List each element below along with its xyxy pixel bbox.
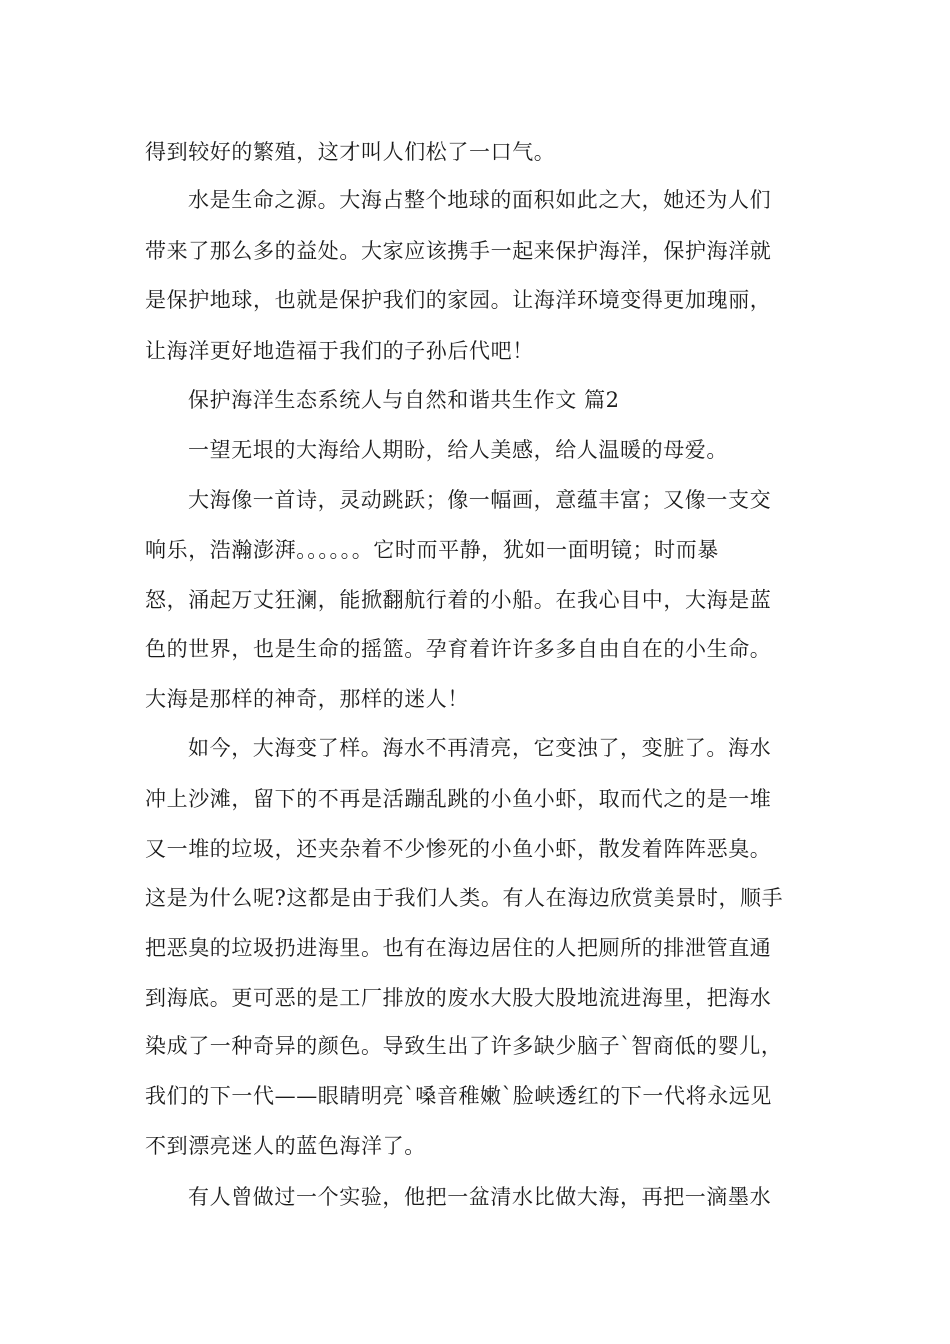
text-line: 我们的下一代——眼睛明亮`嗓音稚嫩`脸峡透红的下一代将永远见 <box>145 1084 772 1108</box>
text-line: 有人曾做过一个实验，他把一盆清水比做大海，再把一滴墨水 <box>188 1185 772 1209</box>
text-line: 大海像一首诗，灵动跳跃；像一幅画，意蕴丰富；又像一支交 <box>188 488 772 512</box>
text-line: 大海是那样的神奇，那样的迷人！ <box>145 687 469 711</box>
text-line: 色的世界，也是生命的摇篮。孕育着许许多多自由自在的小生命。 <box>145 637 772 661</box>
text-line: 如今，大海变了样。海水不再清亮，它变浊了，变脏了。海水 <box>188 736 772 760</box>
text-line: 冲上沙滩，留下的不再是活蹦乱跳的小鱼小虾，取而代之的是一堆 <box>145 787 772 811</box>
section-heading: 保护海洋生态系统人与自然和谐共生作文 篇2 <box>188 388 620 412</box>
text-line: 是保护地球，也就是保护我们的家园。让海洋环境变得更加瑰丽， <box>145 288 772 312</box>
text-line: 怒，涌起万丈狂澜，能掀翻航行着的小船。在我心目中，大海是蓝 <box>145 588 772 612</box>
text-line: 让海洋更好地造福于我们的子孙后代吧！ <box>145 339 534 363</box>
text-line: 不到漂亮迷人的蓝色海洋了。 <box>145 1134 426 1158</box>
text-line: 一望无垠的大海给人期盼，给人美感，给人温暖的母爱。 <box>188 438 728 462</box>
text-line: 染成了一种奇异的颜色。导致生出了许多缺少脑子`智商低的婴儿， <box>145 1034 783 1058</box>
text-line: 到海底。更可恶的是工厂排放的废水大股大股地流进海里，把海水 <box>145 986 772 1010</box>
text-line: 这是为什么呢?这都是由于我们人类。有人在海边欣赏美景时，顺手 <box>145 886 784 910</box>
text-line: 得到较好的繁殖，这才叫人们松了一口气。 <box>145 140 556 164</box>
text-line: 又一堆的垃圾，还夹杂着不少惨死的小鱼小虾，散发着阵阵恶臭。 <box>145 837 772 861</box>
text-line: 响乐，浩瀚澎湃。。。。。。它时而平静，犹如一面明镜；时而暴 <box>145 538 719 562</box>
text-line: 带来了那么多的益处。大家应该携手一起来保护海洋，保护海洋就 <box>145 239 772 263</box>
text-line: 水是生命之源。大海占整个地球的面积如此之大，她还为人们 <box>188 188 772 212</box>
text-line: 把恶臭的垃圾扔进海里。也有在海边居住的人把厕所的排泄管直通 <box>145 936 772 960</box>
